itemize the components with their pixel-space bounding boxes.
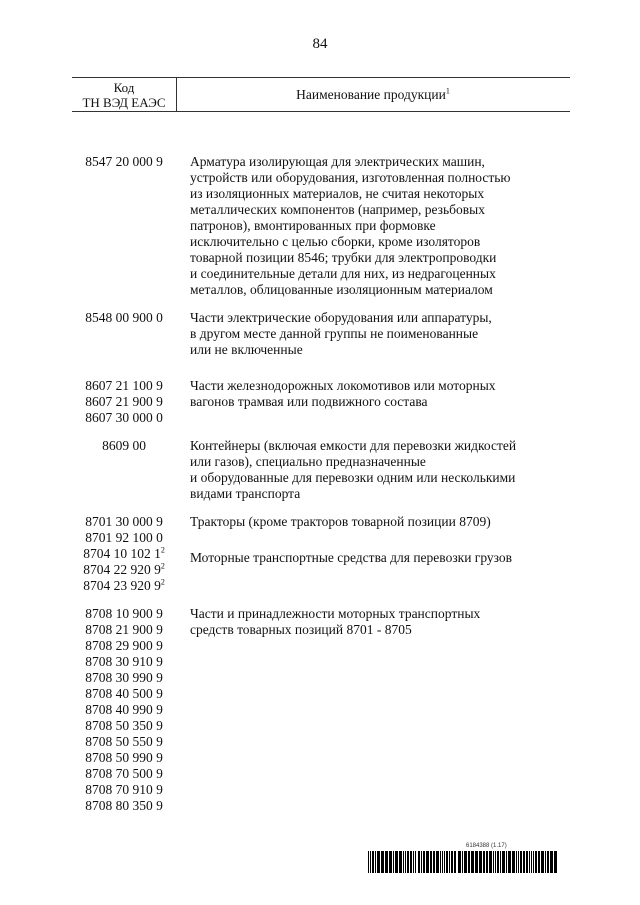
tnved-code: 8609 00: [102, 438, 146, 453]
description-cell: Части и принадлежности моторных транспортных средств товарных позиций 8701 - 8705: [190, 606, 481, 637]
header-name-column: [176, 87, 570, 103]
tnved-code: 8607 21 100 9: [85, 378, 163, 393]
document-tracking-code: 6184388 (1.17): [466, 843, 507, 849]
page-number: 84: [312, 36, 328, 52]
code-cell: [72, 606, 176, 814]
tnved-code: 8708 50 990 9: [85, 750, 163, 765]
tnved-code: 8704 23 920 $9^2$: [83, 577, 165, 593]
table-row: [72, 378, 570, 426]
code-footnote: 2: [160, 545, 165, 555]
tnved-code: 8708 30 990 9: [85, 670, 163, 685]
header-name-footnote: 1: [445, 86, 450, 96]
tnved-code: 8704 22 920 $9^2$: [83, 561, 165, 577]
code-cell: [72, 438, 176, 454]
tnved-code: 8701 92 100 0: [85, 530, 163, 545]
tnved-code: 8708 80 350 9: [85, 798, 163, 813]
tnved-code: 8708 40 500 9: [85, 686, 163, 701]
description-cell: Части электрические оборудования или аппаратуры, в другом месте данной группы не поименованные или не включенные: [190, 310, 492, 357]
header-code-line2: ТН ВЭД ЕАЭС: [82, 95, 166, 110]
tnved-code: 8708 70 910 9: [85, 782, 163, 797]
tnved-code: 8607 30 000 0: [85, 410, 163, 425]
code-cell: [72, 310, 176, 326]
table-row: [72, 310, 570, 358]
code-cell: [72, 378, 176, 426]
barcode-image: [368, 851, 560, 873]
description-cell: Тракторы (кроме тракторов товарной позиции 8709): [190, 514, 491, 529]
tnved-code: 8548 00 900 0: [85, 310, 163, 325]
table-row: [72, 514, 570, 546]
code-cell: [72, 154, 176, 170]
tnved-code: 8708 30 910 9: [85, 654, 163, 669]
tnved-code: 8708 10 900 9: [85, 606, 163, 621]
code-cell: [72, 514, 176, 546]
tnved-code: 8708 50 550 9: [85, 734, 163, 749]
code-cell: [72, 546, 176, 594]
description-cell: Контейнеры (включая емкости для перевозки жидкостей или газов), специально предназначенные и оборудованные для перевозки одним или несколькими видами транспорта: [190, 438, 517, 501]
description-cell: Арматура изолирующая для электрических машин, устройств или оборудования, изготовленная полностью из изоляционных материалов, не считая некоторых металлических компонентов (например, резьбовых патронов), вмонтированных при формовке исключительно с целью сборки, кроме изоляторов товарной позиции 8546; трубки для электропроводки и соединительные детали для них, из недрагоценных металлов, облицованные изоляционным материалом: [190, 154, 511, 297]
tnved-code: 8708 29 900 9: [85, 638, 163, 653]
tnved-code: 8708 21 900 9: [85, 622, 163, 637]
tnved-code: 8607 21 900 9: [85, 394, 163, 409]
header-code-column: [72, 80, 176, 110]
tnved-code: 8547 20 000 9: [85, 154, 163, 169]
table-row: [72, 438, 570, 502]
table-row: [72, 606, 570, 814]
header-code-line1: Код: [113, 80, 135, 95]
code-footnote: 2: [160, 577, 165, 587]
tnved-code: 8708 40 990 9: [85, 702, 163, 717]
table-row: [72, 154, 570, 298]
tnved-code: 8704 10 102 $1^2$: [83, 545, 165, 561]
tnved-code: 8701 30 000 9: [85, 514, 163, 529]
table-row: [72, 546, 570, 594]
header-name-label: Наименование продукции: [296, 87, 446, 102]
tnved-code: 8708 50 350 9: [85, 718, 163, 733]
description-cell: Моторные транспортные средства для перевозки грузов: [190, 550, 513, 565]
product-table: [72, 154, 570, 814]
description-cell: Части железнодорожных локомотивов или моторных вагонов трамвая или подвижного состава: [190, 378, 496, 409]
table-header-bottom-rule: [72, 111, 570, 112]
code-footnote: 2: [160, 561, 165, 571]
table-header-top-rule: [72, 77, 570, 78]
tnved-code: 8708 70 500 9: [85, 766, 163, 781]
